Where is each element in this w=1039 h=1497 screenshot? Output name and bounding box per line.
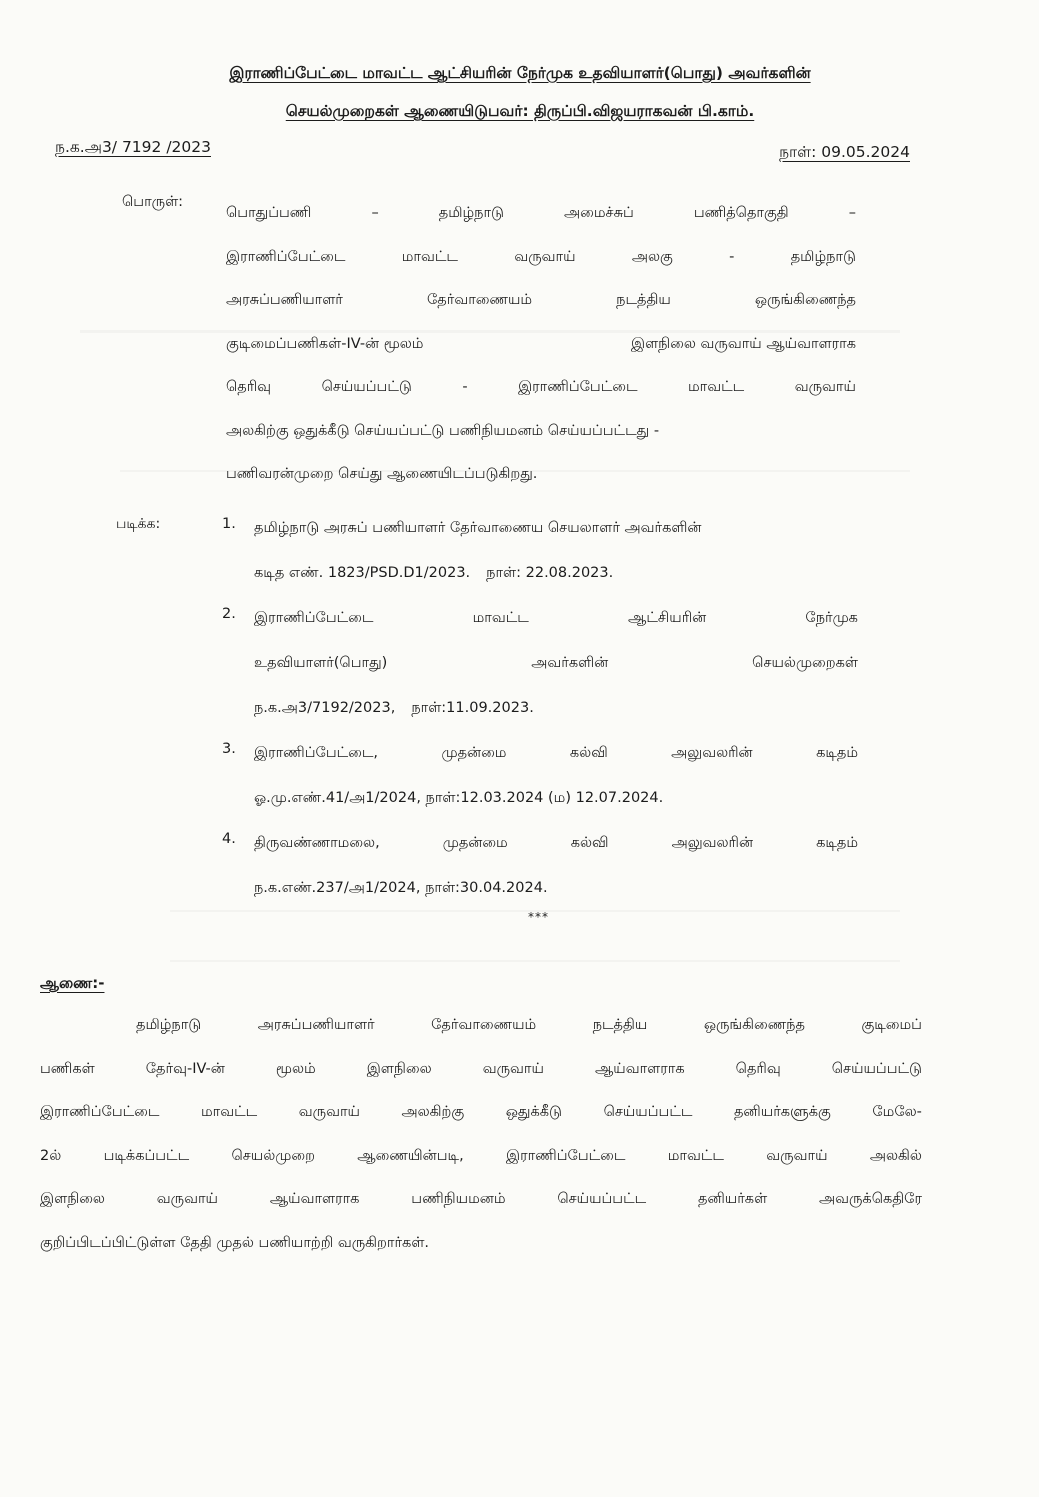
- word: ந.க.அ3/7192/2023,: [254, 700, 396, 716]
- word: வருவாய்: [156, 1191, 218, 1207]
- order-body-line: [40, 1144, 922, 1188]
- word: ஒருங்கிணைந்த: [754, 292, 856, 308]
- word: ஒருங்கிணைந்த: [703, 1017, 805, 1033]
- word: அலுவலரின்: [671, 745, 753, 761]
- word: இராணிப்பேட்டை: [518, 379, 638, 395]
- order-body-line: [40, 1100, 922, 1144]
- word: தமிழ்நாடு: [790, 248, 856, 265]
- word: பொதுப்பணி: [226, 205, 312, 221]
- show-through-mark: [170, 960, 900, 962]
- word: -: [462, 379, 468, 395]
- word: மாவட்ட: [200, 1104, 258, 1120]
- word: தேர்வாணையம்: [427, 292, 533, 308]
- word: அலகிற்கு ஒதுக்கீடு செய்யப்பட்டு பணிநியமனம் செய்யப்பட்டது -: [226, 422, 660, 439]
- word: தெரிவு: [226, 379, 272, 395]
- reference-line: [254, 561, 858, 606]
- word: அலகில்: [869, 1147, 922, 1164]
- word: அரசுப்பணியாளர்: [257, 1017, 375, 1033]
- word: நடத்திய: [592, 1017, 648, 1033]
- word: வருவாய்: [298, 1104, 360, 1120]
- word: தமிழ்நாடு: [438, 205, 504, 221]
- reference-line: [254, 786, 858, 831]
- subject-text: [226, 192, 856, 497]
- word: கடிதம்: [816, 745, 858, 761]
- subject-line: [226, 410, 856, 454]
- word: வருவாய்: [794, 379, 856, 395]
- subject-line: [226, 192, 856, 236]
- reference-number-label: 2.: [222, 606, 236, 622]
- read-reference-item: [222, 741, 858, 831]
- word: நாள்:11.09.2023.: [411, 700, 534, 716]
- word: மூலம்: [275, 1060, 316, 1077]
- word: கல்வி: [570, 835, 609, 851]
- word: செயல்முறைகள்: [752, 655, 858, 671]
- word: உதவியாளர்(பொது): [254, 655, 388, 671]
- word: அலகிற்கு: [401, 1104, 465, 1120]
- word: வருவாய்: [514, 248, 576, 265]
- word: இராணிப்பேட்டை: [506, 1147, 626, 1164]
- word: ஆணையின்படி,: [357, 1147, 464, 1164]
- word: மாவட்ட: [472, 610, 529, 626]
- word: பணித்தொகுதி: [693, 205, 789, 221]
- order-body-line: [40, 1231, 922, 1275]
- word: –: [371, 205, 379, 221]
- word: –: [848, 205, 856, 221]
- reference-line: [254, 516, 858, 561]
- word: தமிழ்நாடு: [136, 1017, 202, 1033]
- order-body-line: [40, 1187, 922, 1231]
- read-reference-item: [222, 606, 858, 741]
- reference-line: [254, 831, 858, 876]
- word: செயல்முறை: [231, 1147, 315, 1164]
- subject-line: [226, 279, 856, 323]
- word: இளநிலை: [366, 1060, 432, 1077]
- word: ஓ.மு.எண்.41/அ1/2024, நாள்:12.03.2024 (ம) 12.07.2024.: [254, 790, 664, 806]
- reference-line: [254, 606, 858, 651]
- word: நேர்முக: [805, 610, 858, 626]
- word: தெரிவு: [735, 1060, 781, 1077]
- word: கடிதம்: [816, 835, 858, 851]
- read-label: படிக்க:: [116, 516, 161, 532]
- subject-line: [226, 323, 856, 367]
- word: இளநிலை வருவாய் ஆய்வாளராக: [630, 335, 856, 352]
- word: நடத்திய: [616, 292, 671, 308]
- word: மாவட்ட: [688, 379, 745, 395]
- word: மேலே-: [872, 1104, 922, 1120]
- word: அவர்களின்: [531, 655, 609, 671]
- word: இராணிப்பேட்டை: [226, 248, 346, 265]
- separator-stars: ***: [528, 910, 549, 924]
- reference-line: [254, 651, 858, 696]
- word: அலுவலரின்: [671, 835, 754, 851]
- word: பணிநியமனம்: [411, 1191, 506, 1207]
- word: திருவண்ணாமலை,: [254, 835, 380, 851]
- word: படிக்கப்பட்ட: [103, 1147, 190, 1164]
- subject-line: [226, 453, 856, 497]
- word: கல்வி: [569, 745, 608, 761]
- word: அலகு: [631, 248, 673, 265]
- word: தனியர்கள்: [698, 1191, 768, 1207]
- word: ஆய்வாளராக: [269, 1191, 360, 1207]
- subject-line: [226, 236, 856, 280]
- reference-number-label: 3.: [222, 741, 236, 757]
- word: குடிமைப்பணிகள்-IV-ன் மூலம்: [226, 335, 424, 352]
- word: தேர்வு-IV-ன்: [145, 1060, 225, 1077]
- word: இராணிப்பேட்டை: [40, 1104, 160, 1120]
- subject-line: [226, 366, 856, 410]
- word: இராணிப்பேட்டை: [254, 610, 374, 626]
- word: தனியர்களுக்கு: [733, 1104, 831, 1120]
- reference-line: [254, 741, 858, 786]
- word: குறிப்பிடப்பிட்டுள்ள தேதி முதல் பணியாற்றி வருகிறார்கள்.: [40, 1234, 430, 1251]
- reference-number-label: 4.: [222, 831, 236, 847]
- word: முதன்மை: [442, 835, 508, 851]
- order-body-line: [40, 1057, 922, 1101]
- word: செய்யப்பட்டு: [321, 379, 412, 395]
- word: குடிமைப்: [861, 1017, 922, 1033]
- word: பணிகள்: [40, 1060, 95, 1077]
- word: வருவாய்: [482, 1060, 544, 1077]
- read-references: [222, 516, 858, 921]
- word: பணிவரன்முறை செய்து ஆணையிடப்படுகிறது.: [226, 466, 538, 482]
- word: வருவாய்: [766, 1147, 828, 1164]
- word: அரசுப்பணியாளர்: [226, 292, 343, 308]
- word: அவருக்கெதிரே: [819, 1191, 922, 1207]
- reference-number: ந.க.அ3/ 7192 /2023: [55, 138, 211, 156]
- word: ஆட்சியரின்: [628, 610, 707, 626]
- header-title-line1: இராணிப்பேட்டை மாவட்ட ஆட்சியரின் நேர்முக உதவியாளர்(பொது) அவர்களின்: [229, 64, 811, 82]
- word: செய்யப்பட்ட: [603, 1104, 693, 1120]
- word: ந.க.எண்.237/அ1/2024, நாள்:30.04.2024.: [254, 880, 548, 896]
- reference-number-label: 1.: [222, 516, 236, 532]
- word: செய்யப்பட்ட: [557, 1191, 647, 1207]
- word: மாவட்ட: [401, 248, 458, 265]
- word: நாள்: 22.08.2023.: [486, 565, 614, 581]
- word: அமைச்சுப்: [564, 205, 634, 221]
- word: தேர்வாணையம்: [431, 1017, 537, 1033]
- word: இளநிலை: [40, 1191, 105, 1207]
- word: ஆய்வாளராக: [594, 1060, 685, 1077]
- word: இராணிப்பேட்டை,: [254, 745, 379, 761]
- word: கடித எண். 1823/PSD.D1/2023.: [254, 565, 471, 581]
- word: முதன்மை: [441, 745, 507, 761]
- subject-label: பொருள்:: [122, 194, 184, 210]
- header-title-line2: செயல்முறைகள் ஆணையிடுபவர்: திருப்பி.விஜயராகவன் பி.காம்.: [285, 102, 755, 120]
- reference-line: [254, 876, 858, 921]
- word: -: [729, 248, 735, 265]
- order-heading: ஆணை:-: [40, 974, 105, 992]
- read-reference-item: [222, 516, 858, 606]
- word: ஒதுக்கீடு: [505, 1104, 562, 1120]
- reference-line: [254, 696, 858, 741]
- word: செய்யப்பட்டு: [831, 1060, 922, 1077]
- order-date: நாள்: 09.05.2024: [779, 143, 910, 161]
- read-reference-item: [222, 831, 858, 921]
- word: 2ல்: [40, 1147, 62, 1164]
- word: தமிழ்நாடு அரசுப் பணியாளர் தேர்வாணைய செயலாளர் அவர்களின்: [254, 520, 702, 536]
- order-body-line: [40, 1013, 922, 1057]
- order-body: [40, 1013, 922, 1274]
- word: மாவட்ட: [667, 1147, 724, 1164]
